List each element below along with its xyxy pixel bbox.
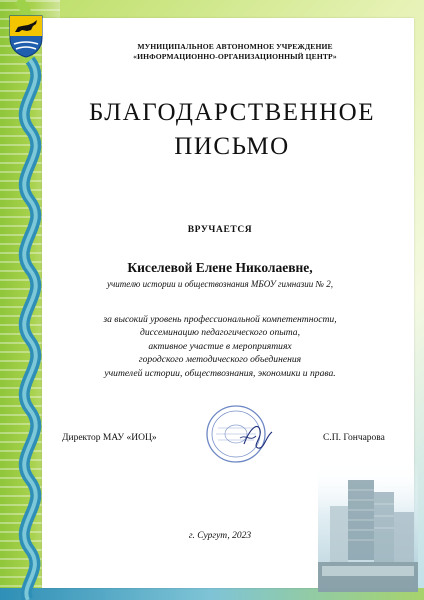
place-date: г. Сургут, 2023 bbox=[188, 531, 252, 541]
organization-line2: «ИНФОРМАЦИОННО-ОРГАНИЗАЦИОННЫЙ ЦЕНТР» bbox=[133, 52, 337, 61]
city-buildings-image bbox=[318, 462, 418, 592]
certificate-title bbox=[50, 96, 414, 164]
title-line2: ПИСЬМО bbox=[174, 133, 290, 160]
reason-text bbox=[60, 313, 380, 380]
organization-line1: МУНИЦИПАЛЬНОЕ АВТОНОМНОЕ УЧРЕЖДЕНИЕ bbox=[137, 42, 333, 51]
director-label: Директор МАУ «ИОЦ» bbox=[62, 433, 157, 443]
reason-line: учителей истории, обществознания, экономики и права. bbox=[104, 367, 336, 379]
director-name: С.П. Гончарова bbox=[323, 433, 385, 443]
organization-heading bbox=[100, 42, 370, 62]
reason-line: городского методического объединения bbox=[138, 354, 302, 366]
official-stamp-icon bbox=[200, 398, 280, 468]
awarded-label: ВРУЧАЕТСЯ bbox=[187, 225, 253, 235]
recipient-name: Киселевой Елене Николаевне, bbox=[127, 260, 313, 275]
title-line1: БЛАГОДАРСТВЕННОЕ bbox=[88, 99, 376, 126]
ribbon-decoration bbox=[0, 0, 70, 600]
reason-line: активное участие в мероприятиях bbox=[148, 340, 292, 352]
reason-line: за высокий уровень профессиональной компетентности, bbox=[103, 314, 337, 325]
coat-of-arms-icon bbox=[8, 14, 44, 58]
reason-line: диссеминацию педагогического опыта, bbox=[140, 327, 300, 339]
recipient-position: учителю истории и обществознания МБОУ гимназии № 2, bbox=[107, 279, 333, 289]
